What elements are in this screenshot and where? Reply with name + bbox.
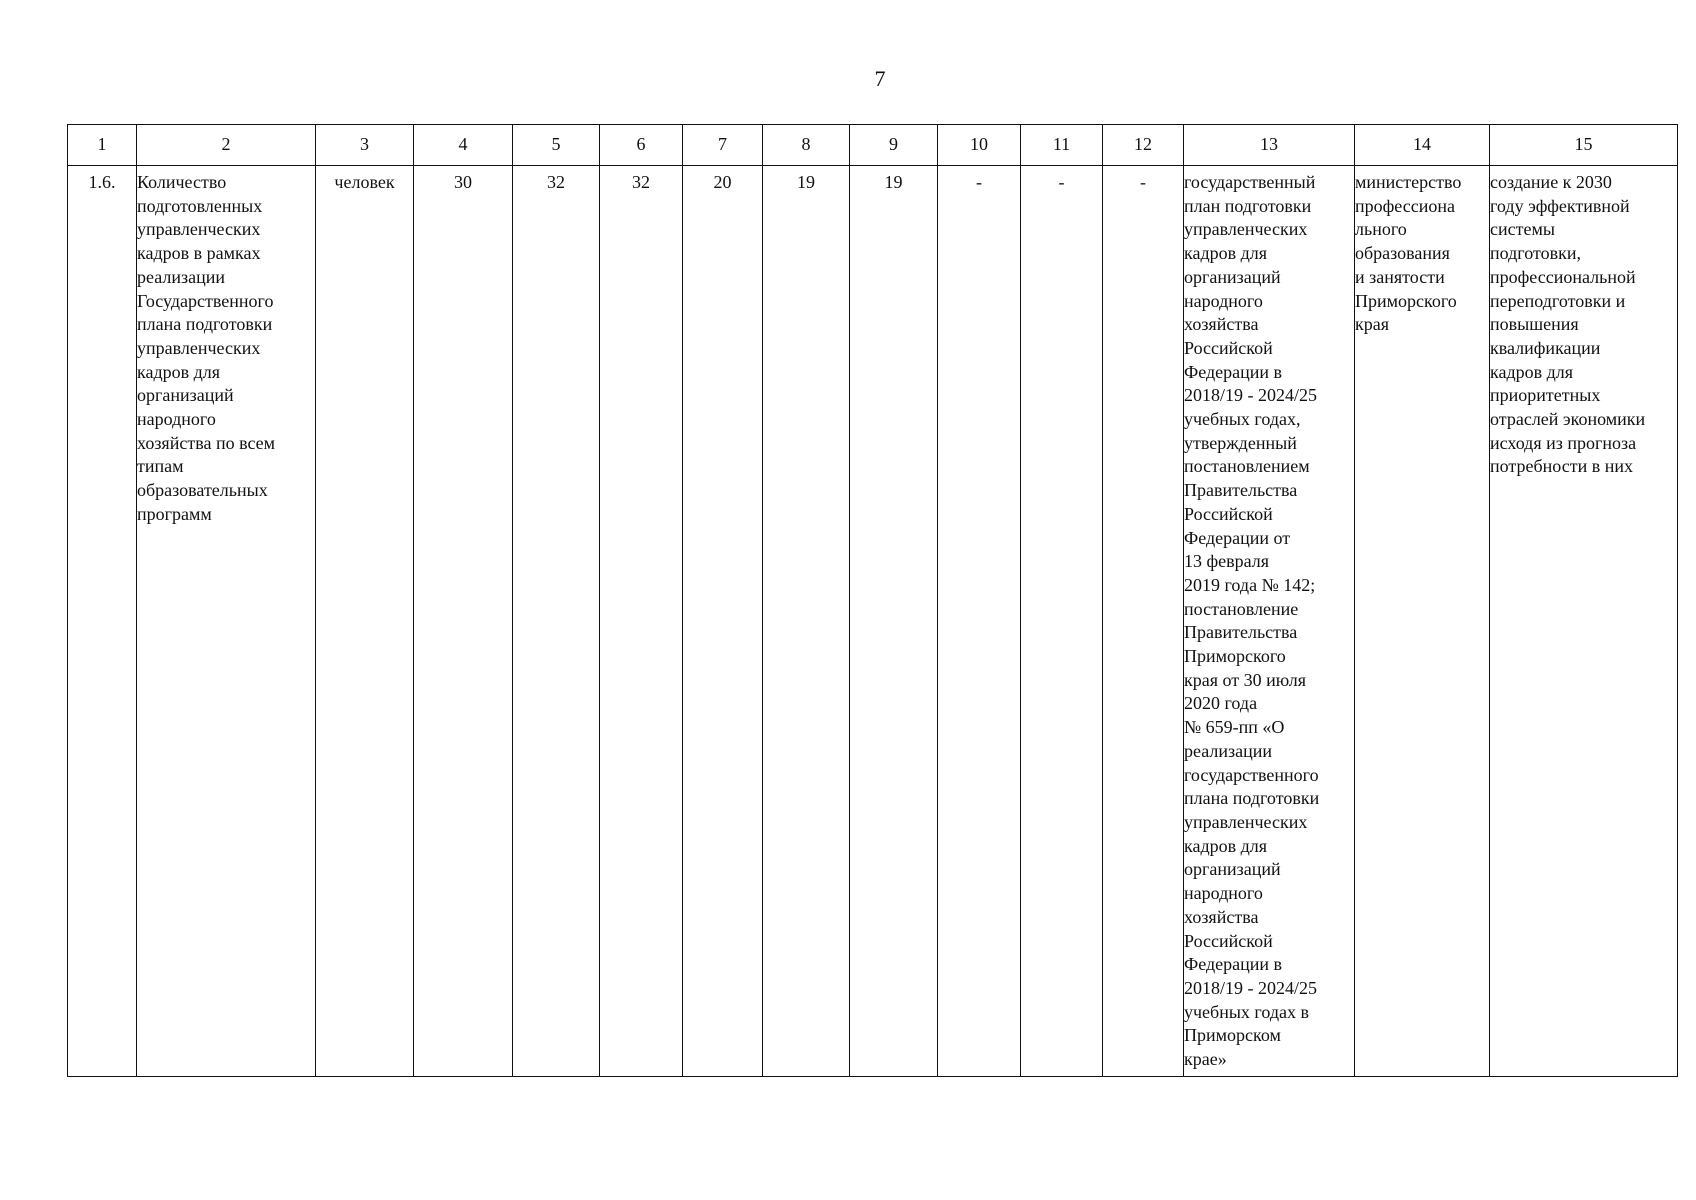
column-number-13: 13 — [1184, 125, 1355, 166]
header-row — [68, 125, 1678, 166]
column-number-6: 6 — [600, 125, 683, 166]
basis-cell — [1184, 166, 1355, 1077]
value-cell-9 — [850, 166, 938, 1077]
unit-value: человек — [334, 172, 395, 192]
value-cell-5 — [513, 166, 600, 1077]
basis-text: государственный план подготовки управленческих кадров для организаций народного хозяйства Российской Федерации в 2018/19 - 2024/25 учебных годах, утвержденный постановлением Правительства Российской Федерации от 13 февраля 2019 года № 142; постановление Правительства Приморского края от 30 июля 2020 года № 659-пп «О реализации государственного плана подготовки управленческих кадров для организаций народного хозяйства Российской Федерации в 2018/19 - 2024/25 учебных годах в Приморском крае» — [1184, 172, 1320, 1070]
column-number-4: 4 — [414, 125, 513, 166]
column-number-9: 9 — [850, 125, 938, 166]
column-number-12: 12 — [1103, 125, 1184, 166]
goal-text: создание к 2030 году эффективной системы подготовки, профессиональной переподготовки и повышения квалификации кадров для приоритетных отраслей экономики исходя из прогноза потребности в них — [1490, 172, 1646, 477]
value-5: 32 — [547, 172, 565, 192]
column-number-10: 10 — [938, 125, 1021, 166]
value-cell-4 — [414, 166, 513, 1077]
goal-cell — [1490, 166, 1678, 1077]
value-cell-8 — [763, 166, 850, 1077]
value-10: - — [976, 172, 982, 192]
value-cell-6 — [600, 166, 683, 1077]
value-7: 20 — [713, 172, 732, 192]
value-cell-7 — [683, 166, 763, 1077]
row-number-cell — [68, 166, 137, 1077]
value-cell-12 — [1103, 166, 1184, 1077]
indicator-cell — [137, 166, 316, 1077]
column-number-3: 3 — [316, 125, 414, 166]
value-9: 19 — [884, 172, 903, 192]
column-number-5: 5 — [513, 125, 600, 166]
column-number-1: 1 — [68, 125, 137, 166]
responsible-text: министерство профессиона льного образования и занятости Приморского края — [1355, 172, 1462, 335]
page-number: 7 — [874, 66, 886, 91]
row-number: 1.6. — [88, 172, 116, 192]
value-4: 30 — [454, 172, 472, 192]
column-number-2: 2 — [137, 125, 316, 166]
column-number-8: 8 — [763, 125, 850, 166]
value-12: - — [1140, 172, 1146, 192]
column-number-14: 14 — [1355, 125, 1490, 166]
value-cell-10 — [938, 166, 1021, 1077]
responsible-cell — [1355, 166, 1490, 1077]
column-number-15: 15 — [1490, 125, 1678, 166]
table-row — [68, 166, 1678, 1077]
unit-cell — [316, 166, 414, 1077]
indicators-table — [67, 124, 1678, 1077]
column-number-7: 7 — [683, 125, 763, 166]
value-11: - — [1058, 172, 1065, 192]
value-8: 19 — [797, 172, 815, 192]
column-number-11: 11 — [1021, 125, 1103, 166]
value-cell-11 — [1021, 166, 1103, 1077]
value-6: 32 — [632, 172, 650, 192]
indicator-name: Количество подготовленных управленческих кадров в рамках реализации Государственного плана подготовки управленческих кадров для организаций народного хозяйства по всем типам образовательных программ — [137, 172, 276, 524]
